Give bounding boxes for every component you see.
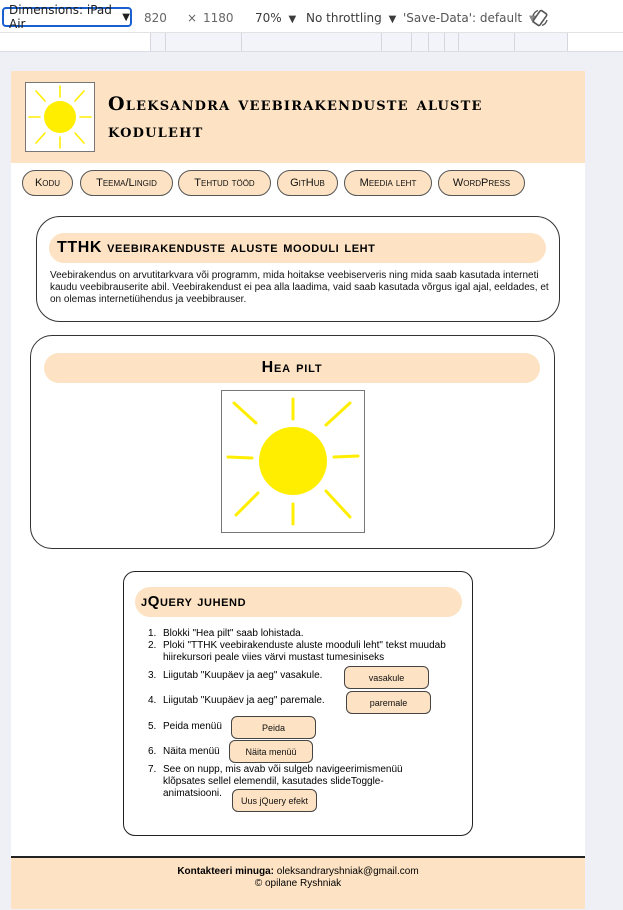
throttling-select[interactable] xyxy=(306,11,396,25)
step-text: Peida menüü xyxy=(163,721,222,732)
nav-item-meedia-leht[interactable]: Meedia leht xyxy=(344,170,432,196)
viewport-width-input[interactable]: 820 xyxy=(144,11,167,25)
nav-item-tehtud-tood[interactable]: Tehtud tööd xyxy=(178,170,271,196)
module-heading: TTHK veebirakenduste aluste mooduli leht xyxy=(49,233,546,263)
chevron-down-icon: ▼ xyxy=(122,11,130,23)
nav-item-teema-lingid[interactable]: Teema/Lingid xyxy=(80,170,173,196)
toggle-menu-button[interactable]: Uus jQuery efekt xyxy=(232,789,317,812)
contact-email[interactable]: oleksandraryshniak@gmail.com xyxy=(276,866,419,877)
show-menu-button[interactable]: Näita menüü xyxy=(229,740,313,763)
media-query-ruler xyxy=(0,32,623,52)
ruler-tick xyxy=(241,33,242,51)
step-number: 2. xyxy=(148,640,157,651)
ruler-band xyxy=(150,33,568,51)
emulated-page xyxy=(11,71,585,909)
nav-item-kodu[interactable]: Kodu xyxy=(22,170,73,196)
nav-item-github[interactable]: GitHub xyxy=(277,170,338,196)
ruler-tick xyxy=(514,33,515,51)
zoom-select[interactable] xyxy=(255,11,296,25)
jquery-heading: jQuery juhend xyxy=(135,587,462,617)
sun-image xyxy=(221,390,365,533)
ruler-tick xyxy=(444,33,445,51)
step-number: 6. xyxy=(148,746,157,757)
step-number: 1. xyxy=(148,628,157,639)
ruler-tick xyxy=(165,33,166,51)
step-number: 3. xyxy=(148,670,157,681)
step-text: Blokki "Hea pilt" saab lohistada. xyxy=(163,628,304,639)
dimension-separator: × xyxy=(187,11,198,25)
throttling-value: No throttling xyxy=(306,11,382,25)
site-footer xyxy=(11,856,585,909)
site-title: Oleksandra veebirakenduste aluste koduleht xyxy=(108,93,483,142)
chevron-down-icon: ▼ xyxy=(388,14,397,25)
copyright-text: © opilane Ryshniak xyxy=(254,878,342,889)
save-data-select[interactable] xyxy=(403,11,537,25)
step-text: Näita menüü xyxy=(163,746,220,757)
viewport-height-input[interactable]: 1180 xyxy=(203,11,234,25)
contact-line xyxy=(11,866,585,877)
step-text: Liigutab "Kuupäev ja aeg" vasakule. xyxy=(163,670,323,681)
step-number: 4. xyxy=(148,695,157,706)
ruler-tick xyxy=(150,33,151,51)
step-text: See on nupp, mis avab või sulgeb navigeerimismenüü klõpsates sellel elemendil, kasutades slideToggle-animatsiooni. xyxy=(163,764,403,799)
save-data-value: 'Save-Data': default xyxy=(403,11,523,25)
move-left-button[interactable]: vasakule xyxy=(344,666,429,689)
device-label: Dimensions: iPad Air xyxy=(9,3,112,31)
device-dimensions-select[interactable] xyxy=(2,3,132,31)
step-number: 5. xyxy=(148,721,157,732)
sun-logo-image xyxy=(25,82,95,152)
step-number: 7. xyxy=(148,764,157,775)
module-description: Veebirakendus on arvutitarkvara või programm, mida hoitakse veebiserveris ning mida saab kasutada interneti kaudu veebibrauserite abil. Veebirakendust ei pea alla laadima, vaid saab kasutada võrgus igal ajal, eeldades, et on olemas internetiühendus ja veebibrauser. xyxy=(50,270,549,305)
ruler-tick xyxy=(411,33,412,51)
move-right-button[interactable]: paremale xyxy=(346,691,431,714)
contact-label: Kontakteeri minuga: xyxy=(177,866,275,877)
module-section xyxy=(36,216,560,322)
ruler-tick xyxy=(381,33,382,51)
ruler-tick xyxy=(458,33,459,51)
site-header xyxy=(11,71,585,163)
picture-section[interactable] xyxy=(30,335,555,549)
nav-item-wordpress[interactable]: WordPress xyxy=(438,170,525,196)
step-text: Liigutab "Kuupäev ja aeg" paremale. xyxy=(163,695,325,706)
hide-menu-button[interactable]: Peida xyxy=(231,716,316,739)
devtools-device-toolbar xyxy=(0,0,623,36)
jquery-guide-section xyxy=(123,571,473,836)
chevron-down-icon: ▼ xyxy=(288,14,297,25)
picture-heading: Hea pilt xyxy=(44,353,540,383)
ruler-tick xyxy=(428,33,429,51)
zoom-value: 70% xyxy=(255,11,282,25)
rotate-icon[interactable] xyxy=(530,8,550,31)
step-text: Ploki "TTHK veebirakenduste aluste mooduli leht" tekst muudab hiirekursori peale viies värvi mustast tumesiniseks xyxy=(163,640,446,663)
ruler-tick xyxy=(567,33,568,51)
chevron-down-icon: ▼ xyxy=(528,14,537,25)
